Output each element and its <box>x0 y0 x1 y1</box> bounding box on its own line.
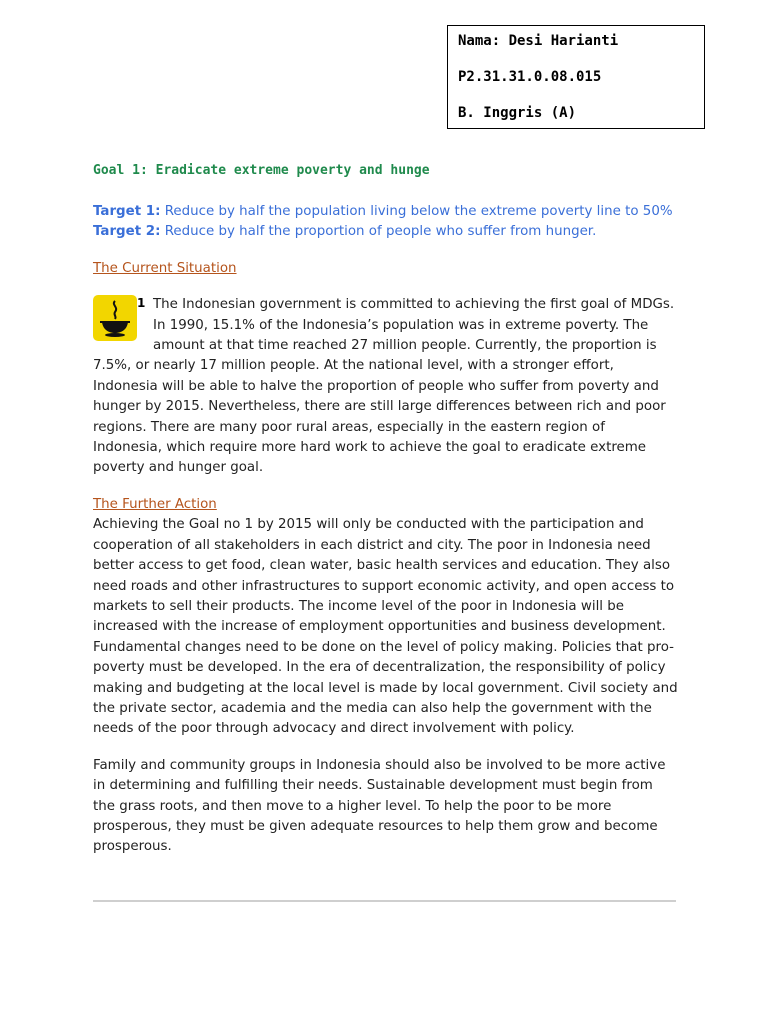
badge-background <box>93 295 137 341</box>
goal-title: Goal 1: Eradicate extreme poverty and hunge <box>93 163 430 178</box>
badge-number: 1 <box>137 296 146 311</box>
mdg-goal-badge <box>93 295 153 347</box>
current-situation-heading: The Current Situation <box>93 260 237 276</box>
target-1 <box>93 202 678 222</box>
student-info-box <box>447 25 705 129</box>
food-bowl-icon <box>93 295 137 341</box>
target-2-label: Target 2: <box>93 224 161 240</box>
student-id: P2.31.31.0.08.015 <box>458 69 602 85</box>
document-body <box>93 160 678 858</box>
current-situation-text: The Indonesian government is committed to achieving the first goal of MDGs. In 1990, 15.1% of the Indonesia’s population was in extreme poverty. The amount at that time reached 27 million people. Currently, the proportion is 7.5%, or nearly 17 million people. At the national level, with a stronger effort, Indonesia will be able to halve the proportion of people who suffer from poverty and hunger by 2015. Nevertheless, there are still large differences between rich and poor regions. There are many poor rural areas, especially in the eastern region of Indonesia, which require more hard work to achieve the goal to eradicate extreme poverty and hunger goal. <box>93 297 675 476</box>
further-action-text-2: Family and community groups in Indonesia should also be involved to be more active in determining and fulfilling their needs. Sustainable development must begin from the grass roots, and then move to a higher level. To help the poor to be more prosperous, they must be given adequate resources to help them grow and become prosperous. <box>93 757 666 855</box>
target-1-text: Reduce by half the population living below the extreme poverty line to 50% <box>160 204 673 219</box>
student-name: Nama: Desi Harianti <box>458 33 619 49</box>
target-2 <box>93 222 678 242</box>
target-2-text: Reduce by half the proportion of people who suffer from hunger. <box>160 224 597 240</box>
target-1-label: Target 1: <box>93 204 161 219</box>
further-action-heading: The Further Action <box>93 496 217 512</box>
student-class: B. Inggris (A) <box>458 105 577 121</box>
bottom-divider <box>93 900 676 902</box>
further-action-text-1: Achieving the Goal no 1 by 2015 will only be conducted with the participation and cooperation of all stakeholders in each district and city. The poor in Indonesia need better access to get food, clean water, basic health services and education. They also need roads and other infrastructures to support economic activity, and open access to markets to sell their products. The income level of the poor in Indonesia will be increased with the increase of employment opportunities and business development. Fundamental changes need to be done on the level of policy making. Policies that pro-poverty must be developed. In the era of decentralization, the responsibility of policy making and budgeting at the local level is made by local government. Civil society and the private sector, academia and the media can also help the government with the needs of the poor through advocacy and direct involvement with policy. <box>93 517 678 737</box>
